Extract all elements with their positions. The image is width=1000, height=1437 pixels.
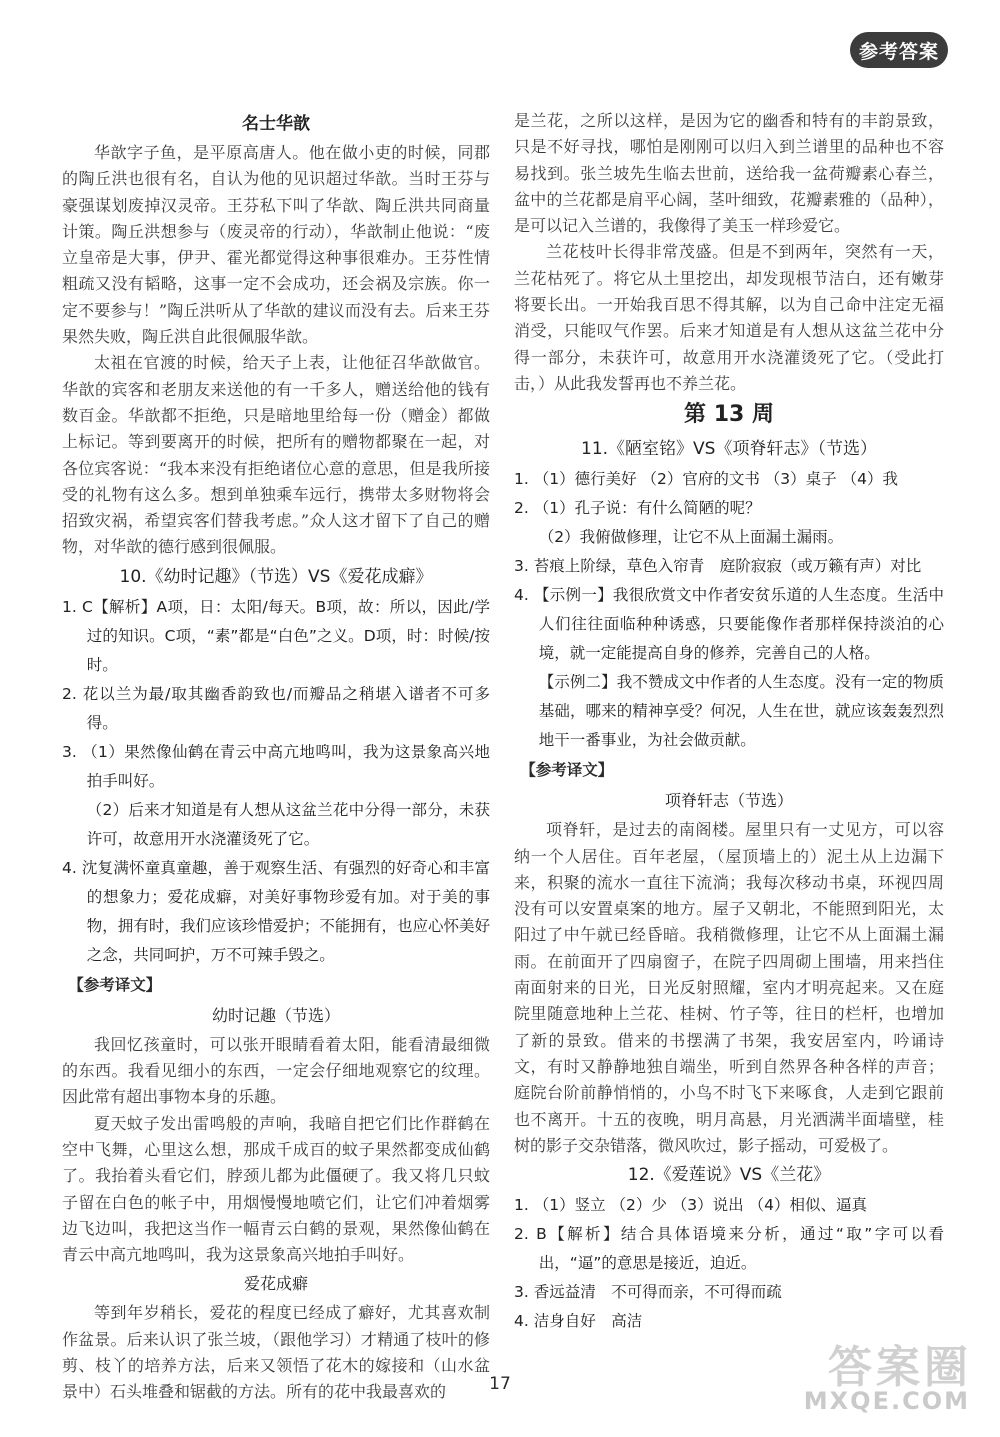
- week-13-heading: 第 13 周: [684, 402, 774, 428]
- answer-item: 2. 花以兰为最/取其幽香韵致也/而瓣品之稍堪入谱者不可多得。: [62, 684, 490, 732]
- section-11-heading: 11.《陋室铭》VS《项脊轩志》（节选）: [581, 439, 877, 460]
- answer-item: 1. C【解析】A项，日：太阳/每天。B项，故：所以，因此/学过的知识。C项，“素”都是“白色”之义。D项，时：时候/按时。: [62, 597, 490, 674]
- translation-paragraph: 华歆字子鱼，是平原高唐人。他在做小吏的时候，同郡的陶丘洪也很有名，自认为他的见识超过华歆。当时王芬与豪强谋划废掉汉灵帝。王芬私下叫了华歆、陶丘洪共同商量计策。陶丘洪想参与（废灵帝的行动），华歆制止他说：“废立皇帝是大事，伊尹、霍光都觉得这种事很难办。王芬性情粗疏又没有韬略，这事一定不会成功，还会祸及宗族。你一定不要参与！”陶丘洪听从了华歆的建议而没有去。后来王芬果然失败，陶丘洪自此很佩服华歆。: [62, 143, 490, 347]
- translation-paragraph: 是兰花，之所以这样，是因为它的幽香和特有的丰韵景致，只是不好寻找，哪怕是刚刚可以归入到兰谱里的品种也不容易找到。张兰坡先生临去世前，送给我一盆荷瓣素心春兰，盆中的兰花都是肩平心阔，茎叶细致，花瓣素雅的（品种），是可以记入兰谱的，我像得了美玉一样珍爱它。: [514, 111, 944, 236]
- translation-paragraph: 太祖在官渡的时候，给天子上表，让他征召华歆做官。华歆的宾客和老朋友来送他的有一千多人，赠送给他的钱有数百金。华歆都不拒绝，只是暗地里给每一份（赠金）都做上标记。等到要离开的时候，把所有的赠物都聚在一起，对各位宾客说：“我本来没有拒绝诸位心意的意思，但是我所接受的礼物有这么多。想到单独乘车远行，携带太多财物将会招致灾祸，希望宾客们替我考虑。”众人这才留下了自己的赠物，对华歆的德行感到很佩服。: [62, 353, 490, 557]
- watermark-text: 答案圈: [828, 1342, 972, 1393]
- answer-item: （2）我俯做修理，让它不从上面漏土漏雨。: [538, 528, 844, 547]
- translation-paragraph: 等到年岁稍长，爱花的程度已经成了癖好，尤其喜欢制作盆景。后来认识了张兰坡，（跟他学习）才精通了枝叶的修剪、枝丫的培养方法，后来又领悟了花木的嫁接和（山水盆景中）石头堆叠和锯截的方法。所有的花中我最喜欢的: [62, 1303, 490, 1402]
- left-column: [62, 108, 490, 1406]
- reference-answer-badge: 参考答案: [850, 32, 948, 68]
- reference-translation-label: 【参考译文】: [68, 975, 162, 994]
- answer-item: 3. 香远益清 不可得而亲，不可得而疏: [514, 1283, 782, 1302]
- translation-paragraph: 夏天蚊子发出雷鸣般的声响，我暗自把它们比作群鹤在空中飞舞，心里这么想，那成千成百的蚊子果然都变成仙鹤了。我抬着头看它们，脖颈儿都为此僵硬了。我又将几只蚊子留在白色的帐子中，用烟慢慢地喷它们，让它们冲着烟雾边飞边叫，我把这当作一幅青云白鹤的景观，果然像仙鹤在青云中高亢地鸣叫，我为这景象高兴地拍手叫好。: [62, 1113, 490, 1265]
- heading-xiangjixuan-zhi: 项脊轩志（节选）: [664, 791, 793, 811]
- answer-item: 3. 苔痕上阶绿，草色入帘青 庭阶寂寂（或万籁有声）对比: [514, 557, 922, 576]
- answer-item: 1. （1）德行美好 （2）官府的文书 （3）桌子 （4）我: [514, 470, 898, 489]
- answer-item: 1. （1）竖立 （2）少 （3）说出 （4）相似、逼真: [514, 1196, 867, 1215]
- answer-item: 4. 沈复满怀童真童趣，善于观察生活、有强烈的好奇心和丰富的想象力；爱花成癖，对美好事物珍爱有加。对于美的事物，拥有时，我们应该珍惜爱护；不能拥有，也应心怀美好之念，共同呵护，万不可辣手毁之。: [62, 858, 490, 964]
- watermark-domain: MXQE.COM: [803, 1387, 970, 1415]
- heading-youshi-jiqu: 幼时记趣（节选）: [211, 1005, 340, 1025]
- answer-item: 4. 【示例一】我很欣赏文中作者安贫乐道的人生态度。生活中人们往往面临种种诱惑，只要能像作者那样保持淡泊的心境，就一定能提高自身的修养，完善自己的人格。: [514, 586, 944, 663]
- watermark-logo: [798, 1331, 976, 1415]
- answer-item: （2）后来才知道是有人想从这盆兰花中分得一部分，未获许可，故意用开水浇灌烫死了它。: [86, 800, 490, 848]
- translation-paragraph: 兰花枝叶长得非常茂盛。但是不到两年，突然有一天，兰花枯死了。将它从土里挖出，却发现根节洁白，还有嫩芽将要长出。一开始我百思不得其解，以为自己命中注定无福消受，只能叹气作罢。后来才知道是有人想从这盆兰花中分得一部分，未获许可，故意用开水浇灌烫死了它。（受此打击，）从此我发誓再也不养兰花。: [514, 242, 944, 393]
- translation-paragraph: 项脊轩，是过去的南阁楼。屋里只有一丈见方，可以容纳一个人居住。百年老屋，（屋顶墙上的）泥土从上边漏下来，积聚的流水一直往下流淌；我每次移动书桌，环视四周没有可以安置桌案的地方。屋子又朝北，不能照到阳光，太阳过了中午就已经昏暗。我稍微修理，让它不从上面漏土漏雨。在前面开了四扇窗子，在院子四周砌上围墙，用来挡住南面射来的日光，日光反射照耀，室内才明亮起来。又在庭院里随意地种上兰花、桂树、竹子等，往日的栏杆，也增加了新的景致。借来的书摆满了书架，我安居室内，吟诵诗文，有时又静静地独自端坐，听到自然界各种各样的声音；庭院台阶前静悄悄的，小鸟不时飞下来啄食，人走到它跟前也不离开。十五的夜晚，明月高悬，月光洒满半面墙壁，桂树的影子交杂错落，微风吹过，影子摇动，可爱极了。: [514, 820, 944, 1155]
- answer-item: 4. 洁身自好 高洁: [514, 1312, 643, 1331]
- heading-aihua-chengpi: 爱花成癖: [243, 1274, 308, 1294]
- section-10-heading: 10.《幼时记趣》（节选）VS《爱花成癖》: [119, 566, 433, 587]
- translation-paragraph: 我回忆孩童时，可以张开眼睛看着太阳，能看清最细微的东西。我看见细小的东西，一定会仔细地观察它的纹理。因此常有超出事物本身的乐趣。: [62, 1034, 490, 1107]
- answer-item: 2. （1）孔子说：有什么简陋的呢？: [514, 499, 761, 518]
- right-column: [514, 108, 944, 1336]
- reference-translation-label: 【参考译文】: [520, 761, 614, 780]
- heading-mingshi-huaxin: 名士华歆: [242, 114, 310, 134]
- page-number: 17: [489, 1374, 511, 1394]
- section-12-heading: 12.《爱莲说》VS《兰花》: [627, 1165, 831, 1186]
- answer-item: 3. （1）果然像仙鹤在青云中高亢地鸣叫，我为这景象高兴地拍手叫好。: [62, 742, 490, 790]
- answer-item: 2. B【解析】结合具体语境来分析，通过“取”字可以看出，“逼”的意思是接近，迫近。: [514, 1225, 944, 1273]
- answer-item: 【示例二】我不赞成文中作者的人生态度。没有一定的物质基础，哪来的精神享受？何况，人生在世，就应该轰轰烈烈地干一番事业，为社会做贡献。: [538, 673, 944, 750]
